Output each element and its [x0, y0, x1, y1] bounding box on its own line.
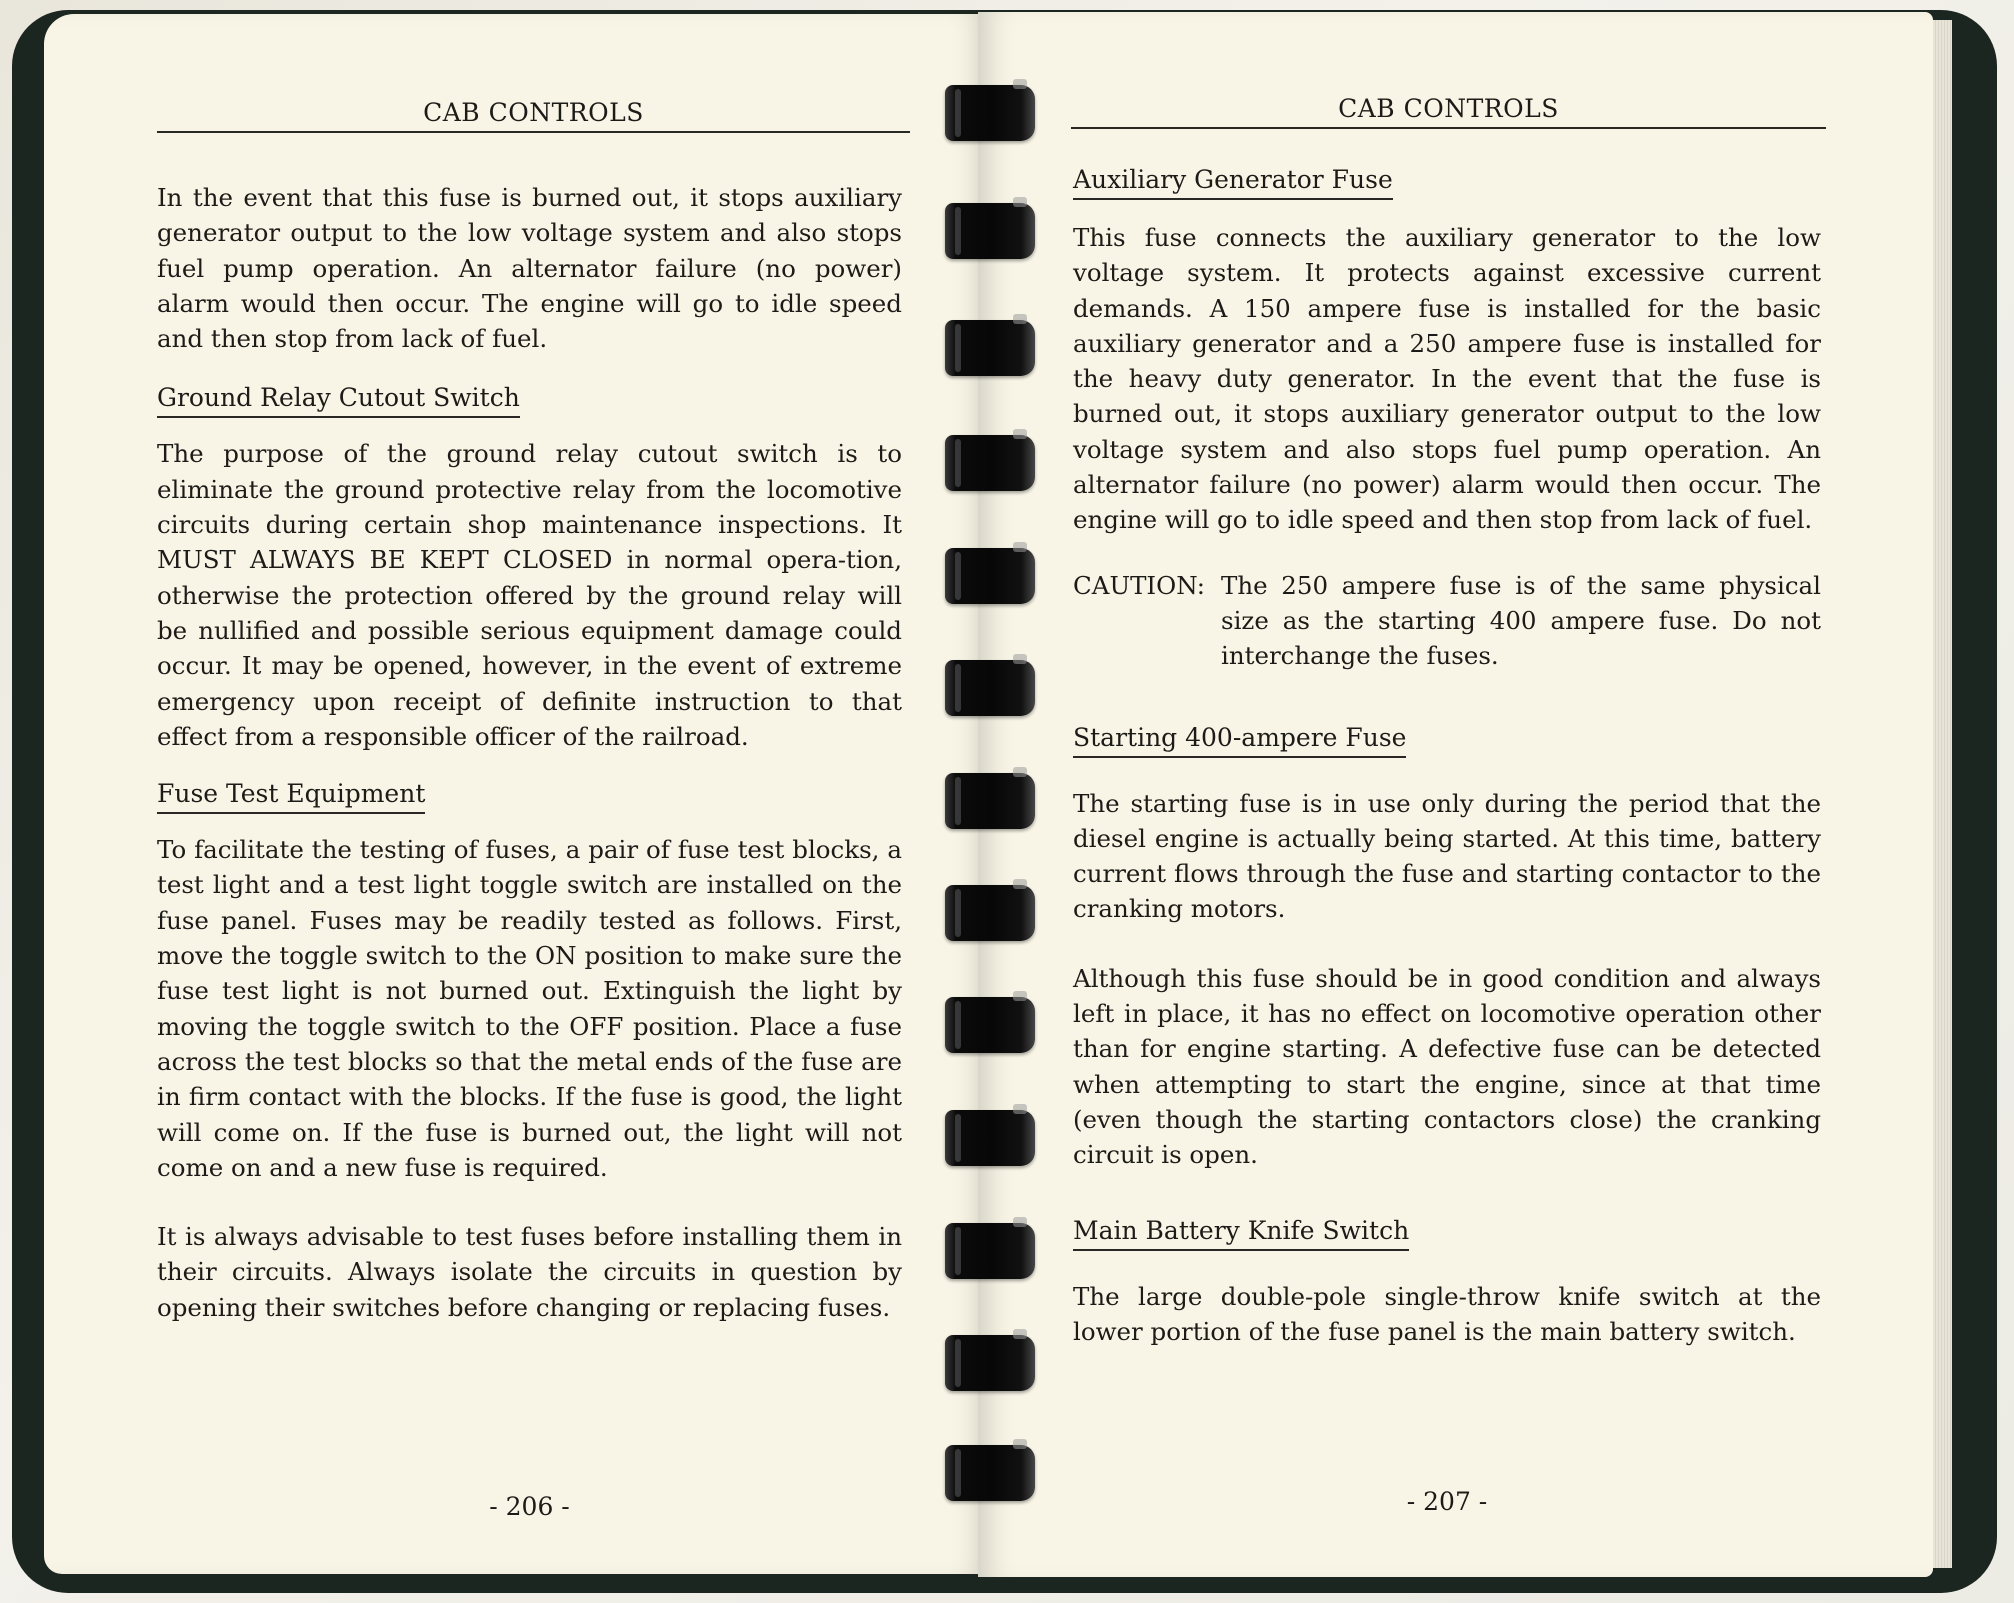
section-paragraph: The large double-pole single-throw knife switch at the lower portion of the fuse panel is the main battery switch. [1073, 1281, 1821, 1346]
binding-ring [945, 1445, 1035, 1501]
page-number-left: - 206 - [489, 1492, 570, 1521]
section-paragraph: To facilitate the testing of fuses, a pair of fuse test blocks, a test light and a test light toggle switch are installed on the fuse panel. Fuses may be readily tested as follows. First, move the toggle switch to the ON position to make sure the fuse test light is not burned out. Extinguish the light by moving the toggle switch to the OFF position. Place a fuse across the test blocks so that the metal ends of the fuse are in firm contact with the blocks. If the fuse is good, the light will come on. If the fuse is burned out, the light will not come on and a new fuse is required. [157, 835, 902, 1182]
section-paragraph: The starting fuse is in use only during the period that the diesel engine is actually being started. At this time, battery current flows through the fuse and starting contactor to the cranking motors. [1073, 788, 1821, 924]
caution-note [1073, 568, 1821, 674]
binding-ring [945, 548, 1035, 604]
right-page-content [1073, 162, 1821, 1349]
caution-text: The 250 ampere fuse is of the same physical size as the starting 400 ampere fuse. Do not interchange the fuses. [1221, 570, 1821, 671]
section-heading: Auxiliary Generator Fuse [1073, 165, 1393, 200]
right-page [978, 12, 1933, 1577]
section-heading: Starting 400-ampere Fuse [1073, 723, 1406, 758]
section-heading: Fuse Test Equipment [157, 779, 425, 814]
intro-paragraph: In the event that this fuse is burned out, it stops auxiliary generator output to the low voltage system and also stops fuel pump operation. An alternator failure (no power) alarm would then occur. The engine will go to idle speed and then stop from lack of fuel. [157, 183, 902, 354]
binding-ring [945, 773, 1035, 829]
section-paragraph: It is always advisable to test fuses before installing them in their circuits. Always isolate the circuits in question by opening their switches before changing or replacing fuses. [157, 1222, 902, 1322]
binding-ring [945, 1223, 1035, 1279]
binding-ring [945, 660, 1035, 716]
running-head-right: CAB CONTROLS [1071, 94, 1826, 129]
section-paragraph: This fuse connects the auxiliary generator to the low voltage system. It protects against excessive current demands. A 150 ampere fuse is installed for the basic auxiliary generator and a 250 ampere fuse is installed for the heavy duty generator. In the event that the fuse is burned out, it stops auxiliary generator output to the low voltage system and also stops fuel pump operation. An alternator failure (no power) alarm would then occur. The engine will go to idle speed and then stop from lack of fuel. [1073, 223, 1821, 535]
section-paragraph: Although this fuse should be in good condition and always left in place, it has no effect on locomotive operation other than for engine starting. A defective fuse can be detected when attempting to start the engine, since at that time (even though the starting contactors close) the cranking circuit is open. [1073, 963, 1821, 1170]
left-page [44, 14, 990, 1574]
binding-ring [945, 85, 1035, 141]
binding-ring [945, 1110, 1035, 1166]
binding-ring [945, 320, 1035, 376]
binding-ring [945, 1335, 1035, 1391]
binding-ring [945, 997, 1035, 1053]
binding-ring [945, 203, 1035, 259]
spiral-binding [945, 85, 1035, 1515]
page-edges [1930, 20, 1952, 1568]
left-page-content [157, 180, 902, 1325]
binding-ring [945, 435, 1035, 491]
caution-label: CAUTION: [1073, 570, 1206, 600]
section-heading: Ground Relay Cutout Switch [157, 383, 520, 418]
running-head-left: CAB CONTROLS [157, 98, 910, 133]
page-number-right: - 207 - [1406, 1487, 1488, 1516]
binding-ring [945, 885, 1035, 941]
section-heading: Main Battery Knife Switch [1073, 1216, 1409, 1251]
section-paragraph: The purpose of the ground relay cutout switch is to eliminate the ground protective relay from the locomotive circuits during certain shop maintenance inspections. It MUST ALWAYS BE KEPT CLOSED in normal opera-tion, otherwise the protection offered by the ground relay will be nullified and possible serious equipment damage could occur. It may be opened, however, in the event of extreme emergency upon receipt of definite instruction to that effect from a responsible officer of the railroad. [157, 439, 902, 751]
